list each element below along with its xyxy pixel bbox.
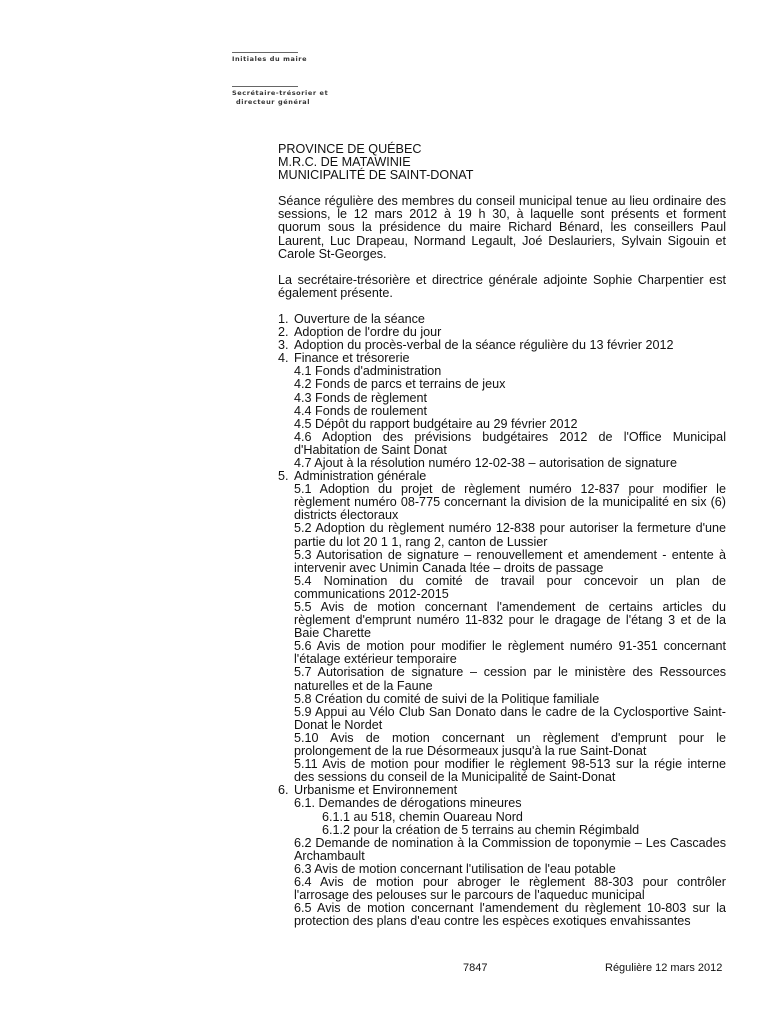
minutes-body (278, 143, 726, 928)
agenda-item-number: 2. (278, 325, 289, 340)
agenda-subitem: 5.9 Appui au Vélo Club San Donato dans le cadre de la Cyclosportive Saint-Donat le Nordet (294, 704, 726, 732)
agenda-item-text: Finance et trésorerie (294, 351, 410, 366)
agenda-list (278, 313, 726, 928)
agenda-item-number: 3. (278, 338, 289, 353)
secretary-label-line1: Secrétaire-trésorier et (232, 89, 329, 97)
document-header (278, 143, 726, 182)
agenda-subitem: 6.4 Avis de motion pour abroger le règlement 88-303 pour contrôler l'arrosage des pelouses sur le parcours de l'aqueduc municipal (294, 874, 726, 903)
agenda-subitem: 6.3 Avis de motion concernant l'utilisation de l'eau potable (294, 861, 616, 876)
page-number: 7847 (463, 962, 488, 974)
agenda-item-text: Urbanisme et Environnement (294, 783, 458, 798)
header-mrc: M.R.C. DE MATAWINIE (278, 155, 411, 170)
agenda-subitem: 5.10 Avis de motion concernant un règlement d'emprunt pour le prolongement de la rue Désormeaux jusqu'à la rue Saint-Donat (294, 730, 726, 759)
agenda-subitem: 4.4 Fonds de roulement (294, 403, 428, 418)
agenda-subitem: 5.11 Avis de motion pour modifier le règlement 98-513 sur la régie interne des sessions du conseil de la Municipalité de Saint-Donat (294, 757, 726, 785)
agenda-subitem: 5.2 Adoption du règlement numéro 12-838 pour autoriser la fermeture d'une partie du lot 20 1 1, rang 2, canton de Lussier (294, 521, 726, 549)
agenda-subitem: 4.2 Fonds de parcs et terrains de jeux (294, 377, 506, 392)
agenda-item-text: Ouverture de la séance (294, 311, 425, 326)
secretary-paragraph: La secrétaire-trésorière et directrice générale adjointe Sophie Charpentier est également présente. (278, 272, 726, 300)
agenda-subitem: 4.7 Ajout à la résolution numéro 12-02-38 – autorisation de signature (294, 455, 677, 470)
agenda-subitem: 5.8 Création du comité de suivi de la Politique familiale (294, 691, 600, 706)
agenda-item-text: Administration générale (294, 469, 427, 484)
session-label: Régulière 12 mars 2012 (605, 962, 723, 974)
agenda-item-number: 1. (278, 311, 289, 326)
header-municipality: MUNICIPALITÉ DE SAINT-DONAT (278, 168, 474, 183)
agenda-subitem: 5.4 Nomination du comité de travail pour concevoir un plan de communications 2012-2015 (294, 573, 726, 601)
secretary-signature-line (232, 86, 298, 87)
mayor-initials-line (232, 52, 298, 53)
agenda-subitem: 5.5 Avis de motion concernant l'amendement de certains articles du règlement d'emprunt numéro 11-832 pour le dragage de l'étang 3 et de la Baie Charette (294, 600, 726, 641)
agenda-item-text: Adoption de l'ordre du jour (294, 325, 442, 340)
agenda-subitem: 6.5 Avis de motion concernant l'amendement du règlement 10-803 sur la protection des plans d'eau contre les espèces exotiques envahissantes (294, 901, 726, 929)
agenda-item-number: 6. (278, 783, 289, 798)
agenda-subitem: 5.3 Autorisation de signature – renouvellement et amendement - entente à intervenir avec Unimin Canada ltée – droits de passage (294, 547, 726, 575)
agenda-subitem: 5.7 Autorisation de signature – cession par le ministère des Ressources naturelles et de la Faune (294, 665, 726, 693)
agenda-subitem: 4.3 Fonds de règlement (294, 390, 428, 405)
agenda-subitem: 4.1 Fonds d'administration (294, 364, 442, 379)
mayor-initials-label: Initiales du maire (232, 55, 308, 63)
agenda-subitem: 5.6 Avis de motion pour modifier le règlement numéro 91-351 concernant l'étalage extérieur temporaire (294, 639, 726, 667)
agenda-subitem: 6.2 Demande de nomination à la Commission de toponymie – Les Cascades Archambault (294, 835, 726, 863)
agenda-item-number: 4. (278, 351, 289, 366)
agenda-subitem: 5.1 Adoption du projet de règlement numéro 12-837 pour modifier le règlement numéro 08-775 concernant la division de la municipalité en six (6) districts électoraux (294, 482, 726, 523)
agenda-subitem: 4.5 Dépôt du rapport budgétaire au 29 février 2012 (294, 416, 578, 431)
header-province: PROVINCE DE QUÉBEC (278, 142, 422, 156)
secretary-label-line2: directeur général (236, 98, 311, 106)
intro-paragraph: Séance régulière des membres du conseil municipal tenue au lieu ordinaire des sessions, le 12 mars 2012 à 19 h 30, à laquelle sont présents et forment quorum sous la présidence du maire Richard Bénard, les conseillers Paul Laurent, Luc Drapeau, Normand Legault, Joé Deslauriers, Sylvain Sigouin et Carole St-Georges. (278, 194, 726, 261)
agenda-subitem: 6.1. Demandes de dérogations mineures (294, 796, 522, 811)
agenda-subsubitem: 6.1.1 au 518, chemin Ouareau Nord (322, 809, 523, 824)
agenda-subsubitem: 6.1.2 pour la création de 5 terrains au chemin Régimbald (322, 822, 640, 837)
agenda-item-number: 5. (278, 469, 289, 484)
agenda-item-text: Adoption du procès-verbal de la séance régulière du 13 février 2012 (294, 338, 674, 353)
agenda-subitem: 4.6 Adoption des prévisions budgétaires 2012 de l'Office Municipal d'Habitation de Saint Donat (294, 429, 726, 457)
